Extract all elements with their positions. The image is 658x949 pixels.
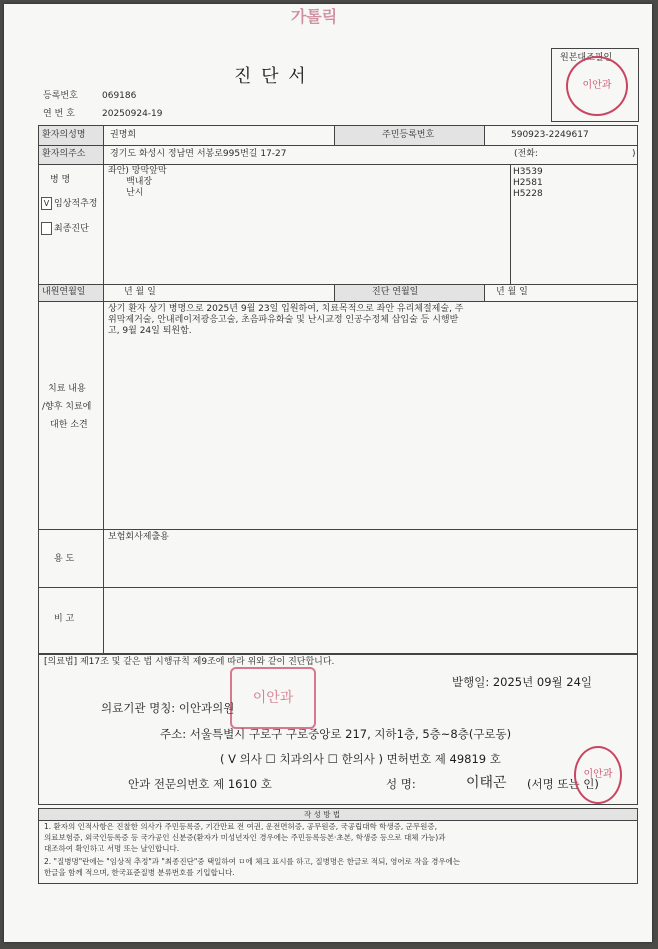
clinical-estimate-label: 임상적추정: [54, 199, 98, 209]
main-form-table: [38, 125, 638, 654]
diagnosis-line-3: 난시: [126, 188, 144, 198]
diagnosis-date-label: 진단 연월일: [372, 287, 419, 297]
treatment-text-3: 고, 9월 24일 퇴원함.: [108, 326, 192, 336]
document-title: 진 단 서: [234, 66, 308, 87]
patient-address-label: 환자의주소: [42, 149, 86, 159]
phone-label: (전화:: [514, 149, 538, 159]
certificate-paper: [4, 4, 652, 942]
patient-address-value: 경기도 화성시 정남면 서봉로995번길 17-27: [110, 149, 287, 159]
specialist-number: 안과 전문의번호 제 1610 호: [128, 777, 272, 791]
clinical-estimate-checkbox[interactable]: V: [41, 197, 52, 210]
instruction-line-3: 대조하여 확인하고 서명 또는 날인합니다.: [44, 844, 180, 853]
diagnosis-code-1: H3539: [513, 167, 543, 177]
doctor-seal-stamp: 이안과: [574, 746, 622, 804]
patient-name-value: 권명희: [110, 130, 137, 140]
rrn-value: 590923-2249617: [511, 130, 589, 140]
hospital-name: 의료기관 명칭: 이안과의원: [101, 701, 235, 715]
instruction-line-2: 의료보험증, 외국인등록증 등 국가공인 신분증(환자가 미성년자인 경우에는 주민등록등본·초본, 학생증 등으로 대체 가능)과: [44, 833, 446, 842]
instruction-line-5: 한글을 함께 적으며, 한국표준질병 분류번호를 기입합니다.: [44, 868, 235, 877]
rrn-label: 주민등록번호: [382, 130, 435, 140]
registration-label: 등록번호: [43, 91, 78, 101]
diagnosis-code-2: H2581: [513, 178, 543, 188]
instructions-title: 작 성 방 법: [304, 810, 341, 819]
admit-date-value: 년 월 일: [124, 287, 156, 297]
hospital-address: 주소: 서울특별시 구로구 구로중앙로 217, 지하1층, 5층~8층(구로동): [160, 727, 512, 741]
issue-date: 발행일: 2025년 09월 24일: [452, 675, 593, 689]
instruction-line-1: 1. 환자의 인적사항은 진찰한 의사가 주민등록증, 기간만료 전 여권, 운전면허증, 공무원증, 국공립대학 학생증, 군무원증,: [44, 822, 437, 831]
final-diagnosis-checkbox[interactable]: [41, 222, 52, 235]
serial-value: 20250924-19: [102, 109, 163, 119]
stamp-box-label: 원본대조필인: [560, 53, 613, 63]
diagnosis-date-value: 년 월 일: [496, 287, 528, 297]
purpose-value: 보험회사제출용: [108, 532, 169, 542]
patient-name-label: 환자의성명: [42, 130, 86, 140]
hospital-stamp: 이안과: [230, 667, 316, 729]
registration-value: 069186: [102, 91, 137, 101]
law-text: [의료법] 제17조 및 같은 법 시행규칙 제9조에 따라 위와 같이 진단합니다.: [44, 657, 335, 667]
treatment-label-2: /향후 치료에: [42, 402, 92, 412]
treatment-text-1: 상기 환자 상기 병명으로 2025년 9월 23일 입원하여, 치료목적으로 좌안 유리체절제술, 주: [108, 304, 464, 314]
serial-label: 연 번 호: [43, 109, 75, 119]
license-types: ( V 의사 ☐ 치과의사 ☐ 한의사 ) 면허번호 제 49819 호: [220, 752, 501, 766]
treatment-text-2: 위막제거술, 안내레이저광응고술, 초음파유화술 및 난시교정 인공수정체 삽입술 등 시행받: [108, 315, 459, 325]
treatment-label-1: 치료 내용: [48, 384, 86, 394]
diagnosis-label: 병 명: [50, 175, 71, 185]
doctor-name: 이태곤: [466, 775, 507, 791]
instruction-line-4: 2. "질병명"란에는 "임상적 추정"과 "최종진단"중 택일하여 ㅁ에 체크 표시를 하고, 질병명은 한글로 적되, 영어로 작을 경우에는: [44, 857, 461, 866]
remarks-label: 비 고: [54, 614, 75, 624]
top-stamp: 가톨릭: [290, 7, 338, 26]
final-diagnosis-label: 최종진단: [54, 224, 89, 234]
diagnosis-line-2: 백내장: [126, 177, 153, 187]
treatment-label-3: 대한 소견: [50, 420, 88, 430]
doctor-label: 성 명:: [386, 777, 416, 791]
diagnosis-code-3: H5228: [513, 189, 543, 199]
purpose-label: 용 도: [54, 554, 75, 564]
phone-close: ): [632, 149, 636, 159]
diagnosis-line-1: 좌안) 망막앞막: [108, 166, 167, 176]
admit-date-label: 내원연월일: [42, 287, 86, 297]
sign-label: (서명 또는 인): [527, 777, 599, 791]
original-seal-stamp: 이안과: [566, 56, 628, 116]
